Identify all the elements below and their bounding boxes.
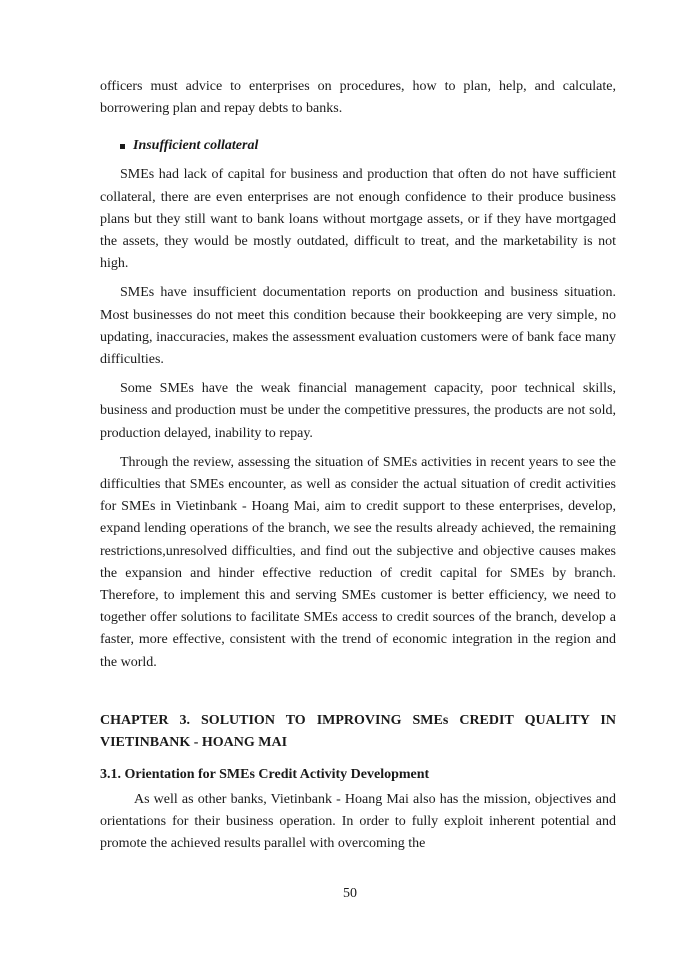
paragraph-orientation: As well as other banks, Vietinbank - Hoang Mai also has the mission, objectives and orientations for their business operation. In order to fully exploit inherent potential and promote the achieved results parallel with overcoming the bbox=[100, 791, 616, 852]
square-bullet-icon bbox=[120, 144, 125, 149]
chapter-heading: CHAPTER 3. SOLUTION TO IMPROVING SMEs CREDIT QUALITY IN VIETINBANK - HOANG MAI bbox=[100, 712, 616, 750]
paragraph-review: Through the review, assessing the situation of SMEs activities in recent years to see the difficulties that SMEs encounter, as well as consider the actual situation of credit activities for SMEs in Vietinbank - Hoang Mai, aim to credit support to these enterprises, develop, expand lending operations of the branch, we see the results already achieved, the remaining restrictions,unresolved difficulties, and find out the subjective and objective causes makes the expansion and hinder effective reduction of credit capital for SMEs by branch. Therefore, to implement this and serving SMEs customer is better efficiency, we need to together offer solutions to facilitate SMEs access to credit sources of the branch, develop a faster, more effective, consistent with the trend of economic integration in the region and the world. bbox=[100, 454, 616, 670]
section-heading: 3.1. Orientation for SMEs Credit Activity Development bbox=[100, 766, 430, 782]
paragraph-financial-capacity: Some SMEs have the weak financial management capacity, poor technical skills, business and production must be under the competitive pressures, the products are not sold, production delayed, inability to repay. bbox=[100, 381, 616, 441]
paragraph-continuation: officers must advice to enterprises on procedures, how to plan, help, and calculate, borrowering plan and repay debts to banks. bbox=[100, 79, 616, 117]
paragraph-documentation: SMEs have insufficient documentation reports on production and business situation. Most businesses do not meet this condition because their bookkeeping are very simple, no updating, inaccuracies, makes the assessment evaluation customers were of bank face many difficulties. bbox=[100, 285, 616, 368]
bullet-heading bbox=[120, 135, 616, 157]
document-page bbox=[100, 76, 616, 855]
bullet-heading-text: Insufficient collateral bbox=[133, 138, 259, 154]
page-number: 50 bbox=[343, 886, 357, 901]
paragraph-collateral: SMEs had lack of capital for business and production that often do not have sufficient collateral, there are even enterprises are not enough confidence to their produce business plans but they still want to bank loans without mortgage assets, or if they have mortgaged the assets, they would be mostly outdated, difficult to treat, and the marketability is not high. bbox=[100, 167, 616, 272]
